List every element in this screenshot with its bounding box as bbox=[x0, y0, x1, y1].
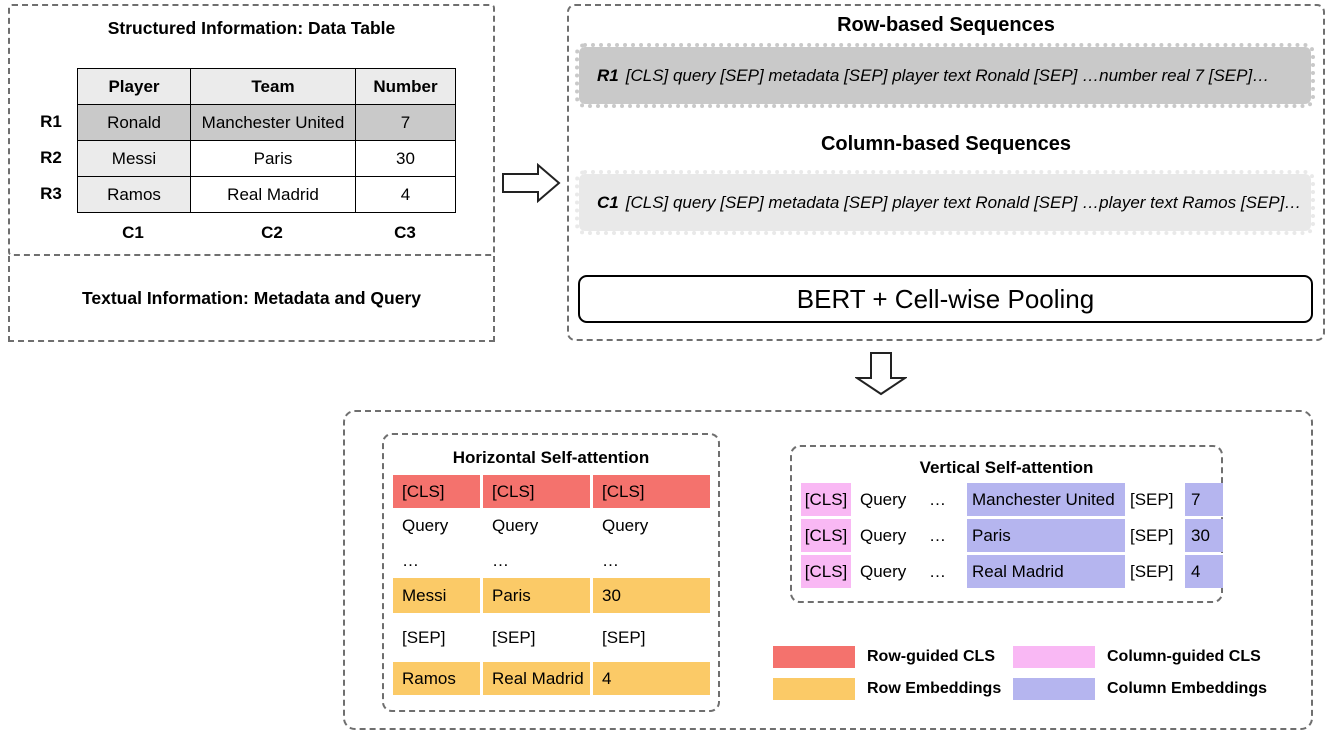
col-label-c3: C3 bbox=[394, 223, 416, 242]
row-sequence-box bbox=[575, 43, 1315, 108]
grid-cell: 30 bbox=[593, 578, 710, 613]
legend-item-row-embeddings bbox=[773, 678, 1001, 700]
ellipsis: … bbox=[929, 489, 946, 509]
cls-token: [CLS] bbox=[801, 519, 851, 552]
vertical-row bbox=[792, 555, 1221, 588]
cell-r2-team: Paris bbox=[191, 141, 356, 177]
cell-r1-number: 7 bbox=[356, 105, 456, 141]
grid-cell: [CLS] bbox=[593, 475, 710, 508]
cell-r2-player: Messi bbox=[78, 141, 191, 177]
column-sequences-title: Column-based Sequences bbox=[820, 133, 1072, 155]
grid-cell: Query bbox=[602, 515, 649, 535]
header-team: Team bbox=[191, 69, 356, 105]
textual-info-panel bbox=[8, 256, 495, 342]
table-row bbox=[78, 141, 456, 177]
grid-row-sep bbox=[393, 613, 710, 662]
structured-info-title: Structured Information: Data Table bbox=[107, 18, 396, 38]
textual-info-title: Textual Information: Metadata and Query bbox=[81, 287, 422, 308]
column-sequence-prefix: C1 bbox=[597, 192, 619, 212]
query-token: Query bbox=[860, 489, 907, 509]
col-label-c2: C2 bbox=[261, 223, 283, 242]
cell-r1-team: Manchester United bbox=[191, 105, 356, 141]
attention-panel bbox=[343, 410, 1313, 730]
grid-row-cls bbox=[393, 475, 710, 508]
vertical-row bbox=[792, 483, 1221, 516]
grid-cell: [SEP] bbox=[402, 627, 446, 647]
table-row bbox=[78, 177, 456, 213]
legend-label: Column-guided CLS bbox=[1107, 648, 1261, 665]
grid-cell: … bbox=[602, 550, 619, 570]
legend-label: Row-guided CLS bbox=[867, 648, 995, 665]
legend-swatch-row-cls bbox=[773, 646, 855, 668]
cls-token: [CLS] bbox=[801, 483, 851, 516]
grid-cell: 4 bbox=[593, 662, 710, 695]
value-cell: Manchester United bbox=[967, 483, 1125, 516]
sep-token: [SEP] bbox=[1130, 489, 1174, 509]
cell-r3-number: 4 bbox=[356, 177, 456, 213]
grid-cell: [SEP] bbox=[602, 627, 646, 647]
grid-cell: Real Madrid bbox=[483, 662, 590, 695]
row-label-r1: R1 bbox=[40, 112, 62, 131]
value-cell: Real Madrid bbox=[967, 555, 1125, 588]
table-row bbox=[78, 105, 456, 141]
query-token: Query bbox=[860, 525, 907, 545]
legend-swatch-col-emb bbox=[1013, 678, 1095, 700]
query-token: Query bbox=[860, 561, 907, 581]
number-cell: 4 bbox=[1185, 555, 1223, 588]
grid-row-ramos bbox=[393, 662, 710, 695]
sep-token: [SEP] bbox=[1130, 561, 1174, 581]
legend-label: Row Embeddings bbox=[867, 680, 1002, 697]
sequences-panel bbox=[567, 4, 1325, 341]
right-arrow-icon bbox=[502, 163, 562, 203]
column-sequence-box bbox=[575, 170, 1315, 235]
row-label-r3: R3 bbox=[40, 184, 62, 203]
grid-cell: Ramos bbox=[393, 662, 480, 695]
horizontal-attention-title: Horizontal Self-attention bbox=[452, 448, 650, 467]
grid-row-query bbox=[393, 508, 710, 543]
down-arrow-icon bbox=[855, 352, 907, 396]
cell-r3-player: Ramos bbox=[78, 177, 191, 213]
legend-swatch-row-emb bbox=[773, 678, 855, 700]
grid-cell: Messi bbox=[393, 578, 480, 613]
grid-cell: Query bbox=[402, 515, 449, 535]
column-sequence-text: [CLS] query [SEP] metadata [SEP] player text Ronald [SEP] …player text Ramos [SEP]… bbox=[625, 192, 1302, 212]
grid-row-messi bbox=[393, 578, 710, 613]
data-table bbox=[77, 68, 456, 213]
vertical-row bbox=[792, 519, 1221, 552]
row-sequences-title: Row-based Sequences bbox=[837, 14, 1055, 36]
value-cell: Paris bbox=[967, 519, 1125, 552]
horizontal-attention-box bbox=[382, 433, 720, 712]
cell-r3-team: Real Madrid bbox=[191, 177, 356, 213]
row-label-r2: R2 bbox=[40, 148, 62, 167]
cell-r2-number: 30 bbox=[356, 141, 456, 177]
col-label-c1: C1 bbox=[122, 223, 144, 242]
cls-token: [CLS] bbox=[801, 555, 851, 588]
table-header-row bbox=[78, 69, 456, 105]
bert-pooling-box: BERT + Cell-wise Pooling bbox=[578, 275, 1313, 323]
legend-swatch-col-cls bbox=[1013, 646, 1095, 668]
cell-r1-player: Ronald bbox=[78, 105, 191, 141]
vertical-attention-title: Vertical Self-attention bbox=[919, 458, 1094, 477]
vertical-attention-box bbox=[790, 445, 1223, 603]
grid-cell: [CLS] bbox=[393, 475, 480, 508]
legend-label: Column Embeddings bbox=[1107, 680, 1267, 697]
number-cell: 30 bbox=[1185, 519, 1223, 552]
legend-item-column-guided-cls bbox=[1013, 646, 1261, 668]
row-sequence-text: [CLS] query [SEP] metadata [SEP] player text Ronald [SEP] …number real 7 [SEP]… bbox=[625, 65, 1270, 85]
horizontal-attention-grid bbox=[393, 475, 710, 695]
grid-cell: … bbox=[492, 550, 509, 570]
row-sequence-prefix: R1 bbox=[597, 65, 619, 85]
grid-cell: Paris bbox=[483, 578, 590, 613]
ellipsis: … bbox=[929, 525, 946, 545]
structured-info-panel bbox=[8, 4, 495, 256]
header-player: Player bbox=[78, 69, 191, 105]
ellipsis: … bbox=[929, 561, 946, 581]
grid-cell: … bbox=[402, 550, 419, 570]
legend-item-row-guided-cls bbox=[773, 646, 995, 668]
legend-item-column-embeddings bbox=[1013, 678, 1267, 700]
grid-row-ellipsis bbox=[393, 543, 710, 578]
grid-cell: Query bbox=[492, 515, 539, 535]
sep-token: [SEP] bbox=[1130, 525, 1174, 545]
number-cell: 7 bbox=[1185, 483, 1223, 516]
grid-cell: [SEP] bbox=[492, 627, 536, 647]
header-number: Number bbox=[356, 69, 456, 105]
grid-cell: [CLS] bbox=[483, 475, 590, 508]
